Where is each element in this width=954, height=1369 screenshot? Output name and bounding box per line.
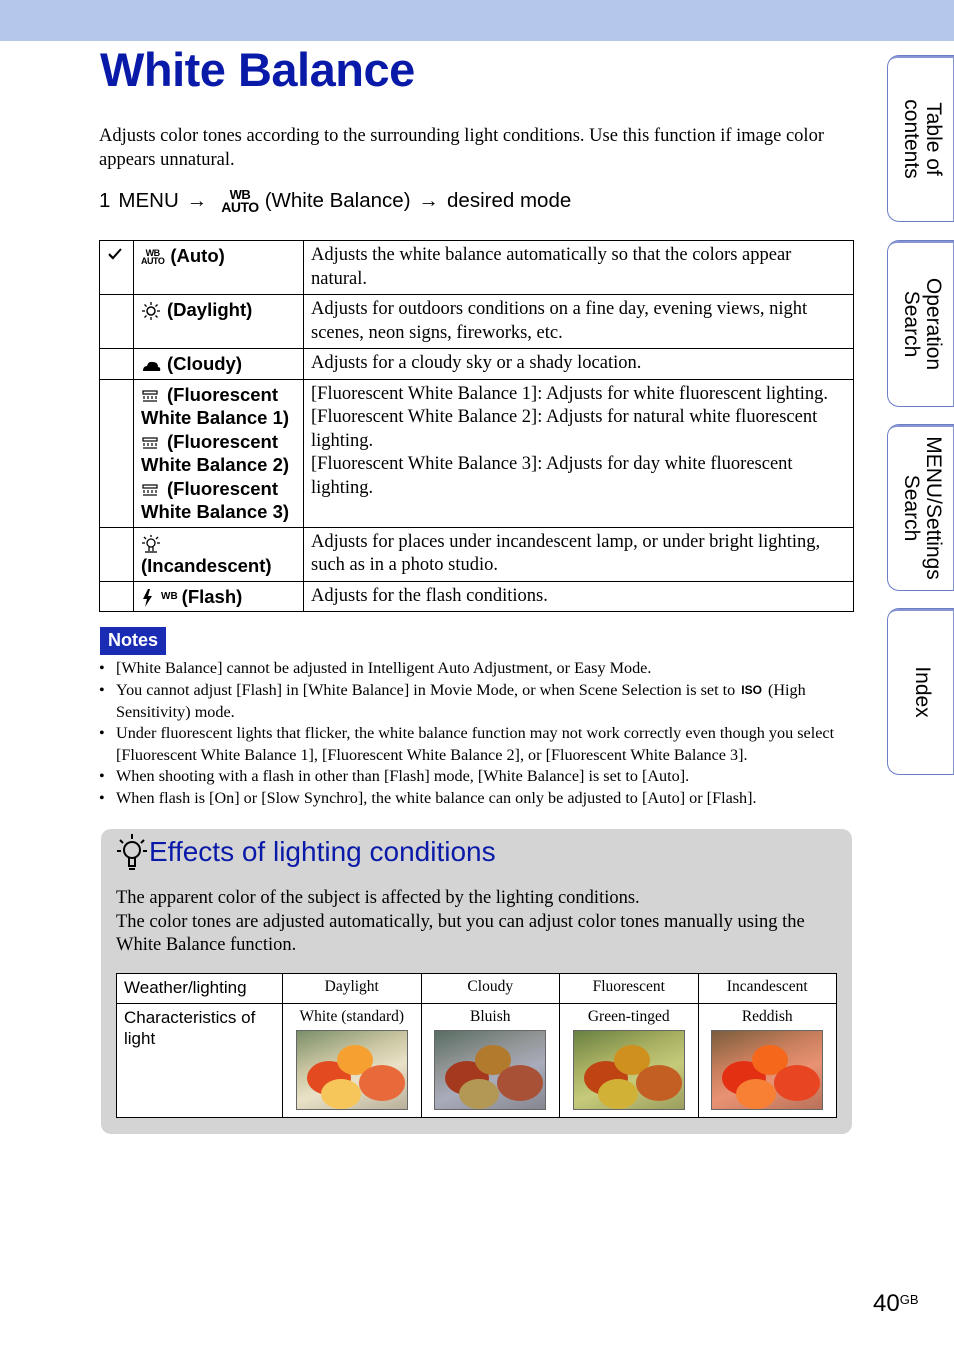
step-item: (White Balance)	[264, 189, 411, 212]
lighting-cell: Incandescent	[698, 974, 837, 1004]
mode-name-cell	[134, 581, 304, 612]
daylight-icon	[141, 302, 161, 320]
fruit-sample-photo	[296, 1030, 408, 1110]
characteristic-label: Reddish	[741, 1008, 793, 1025]
side-tab-table-of-contents[interactable]	[887, 55, 954, 222]
white-balance-modes-table	[99, 240, 854, 612]
side-tab-label: Table of contents	[899, 98, 945, 179]
mode-row	[100, 349, 854, 380]
mode-description: [Fluorescent White Balance 1]: Adjusts for white fluorescent lighting. [Fluorescent White Balance 2]: Adjusts for natural white fluorescent lighting. [Fluorescent White Balance 3]: Adjusts for day white fluorescent lighting.	[304, 379, 854, 527]
mode-description: Adjusts for a cloudy sky or a shady location.	[304, 349, 854, 380]
mode-description: Adjusts the white balance automatically so that the colors appear natural.	[304, 241, 854, 295]
tip-text: The apparent color of the subject is affected by the lighting conditions. The color tones are adjusted automatically, but you can adjust color tones manually using the White Balance function.	[116, 888, 805, 955]
mode-name: (Cloudy)	[167, 353, 243, 374]
mode-row	[100, 527, 854, 581]
intro-paragraph: Adjusts color tones according to the surrounding light conditions. Use this function if image color appears unnatural.	[99, 126, 824, 170]
note-item: • You cannot adjust [Flash] in [White Balance] in Movie Mode, or when Scene Selection is set to ISO (High Sensitivity) mode.	[99, 680, 855, 724]
side-tab-label: Index	[910, 665, 934, 718]
mode-row	[100, 241, 854, 295]
characteristic-cell	[421, 1004, 560, 1118]
page-title: White Balance	[100, 43, 415, 96]
checkmark-icon	[107, 246, 123, 266]
note-item: • When shooting with a flash in other than [Flash] mode, [White Balance] is set to [Auto].	[99, 766, 855, 788]
characteristic-label: White (standard)	[299, 1008, 405, 1025]
fruit-sample-photo	[711, 1030, 823, 1110]
mode-name: (Flash)	[181, 585, 243, 607]
side-tab-menu-settings-search[interactable]	[887, 424, 954, 591]
characteristic-label: Bluish	[470, 1008, 511, 1025]
side-tab-label: MENU/Settings Search	[899, 435, 945, 580]
side-tab-operation-search[interactable]	[887, 240, 954, 407]
characteristic-cell	[283, 1004, 422, 1118]
default-check-cell	[100, 349, 134, 380]
mode-name: (Daylight)	[167, 299, 253, 320]
notes-badge: Notes	[100, 627, 166, 655]
default-check-cell	[100, 295, 134, 349]
mode-row	[100, 379, 854, 527]
default-check-cell	[100, 241, 134, 295]
mode-name: (Incandescent)	[141, 555, 272, 576]
arrow-icon: →	[186, 189, 208, 212]
side-tab-index[interactable]	[887, 608, 954, 775]
mode-description: Adjusts for outdoors conditions on a fine day, evening views, night scenes, neon signs, fireworks, etc.	[304, 295, 854, 349]
fluorescent-icon	[141, 434, 161, 452]
note-item: • Under fluorescent lights that flicker, the white balance function may not work correctly even though you select [Fluorescent White Balance 1], [Fluorescent White Balance 2], or [Fluorescent White Balance 3].	[99, 723, 855, 766]
mode-name: (Fluorescent White Balance 2)	[141, 430, 290, 475]
side-tab-label: Operation Search	[899, 277, 945, 370]
wb-auto-icon: WB AUTO	[221, 187, 259, 215]
mode-name-cell	[134, 379, 304, 527]
cloudy-icon	[141, 356, 161, 374]
step-instruction	[99, 189, 571, 213]
mode-row	[100, 295, 854, 349]
lighting-cell: Fluorescent	[560, 974, 699, 1004]
incandescent-icon	[141, 535, 161, 553]
mode-description: Adjusts for places under incandescent lamp, or under bright lighting, such as in a photo studio.	[304, 527, 854, 581]
top-banner	[0, 0, 954, 41]
note-item: • [White Balance] cannot be adjusted in Intelligent Auto Adjustment, or Easy Mode.	[99, 658, 855, 680]
characteristic-cell	[698, 1004, 837, 1118]
flash-wb-icon	[141, 589, 161, 607]
mode-name: (Fluorescent White Balance 3)	[141, 477, 290, 522]
row-header-characteristics: Characteristics of light	[117, 1004, 283, 1118]
page-number: $40^{GB}$	[873, 1290, 919, 1317]
arrow-icon: →	[418, 189, 440, 212]
mode-name-cell	[134, 241, 304, 295]
fluorescent-icon	[141, 387, 161, 405]
mode-name: (Fluorescent White Balance 1)	[141, 383, 290, 428]
tip-title: Effects of lighting conditions	[149, 836, 496, 867]
lighting-effects-table	[116, 973, 837, 1118]
lightbulb-icon	[115, 832, 149, 872]
default-check-cell	[100, 527, 134, 581]
high-sensitivity-iso-icon: ISO	[741, 683, 762, 698]
mode-name-cell	[134, 527, 304, 581]
fruit-sample-photo	[573, 1030, 685, 1110]
wb-auto-icon: WB AUTO	[141, 248, 165, 267]
step-end: desired mode	[447, 189, 572, 212]
lighting-cell: Daylight	[283, 974, 422, 1004]
mode-name-cell	[134, 295, 304, 349]
note-item: • When flash is [On] or [Slow Synchro], the white balance can only be adjusted to [Auto] or [Flash].	[99, 788, 855, 810]
default-check-cell	[100, 581, 134, 612]
default-check-cell	[100, 379, 134, 527]
fruit-sample-photo	[434, 1030, 546, 1110]
mode-name: (Auto)	[170, 245, 225, 266]
wb-label: WB	[161, 590, 178, 602]
characteristic-label: Green-tinged	[587, 1008, 670, 1025]
step-menu: MENU	[118, 189, 179, 212]
fluorescent-icon	[141, 481, 161, 499]
lighting-cell: Cloudy	[421, 974, 560, 1004]
mode-name-cell	[134, 349, 304, 380]
mode-description: Adjusts for the flash conditions.	[304, 581, 854, 612]
step-number: 1	[99, 189, 111, 212]
characteristic-cell	[560, 1004, 699, 1118]
mode-row	[100, 581, 854, 612]
notes-list	[99, 658, 855, 809]
row-header-lighting: Weather/lighting	[117, 974, 283, 1004]
